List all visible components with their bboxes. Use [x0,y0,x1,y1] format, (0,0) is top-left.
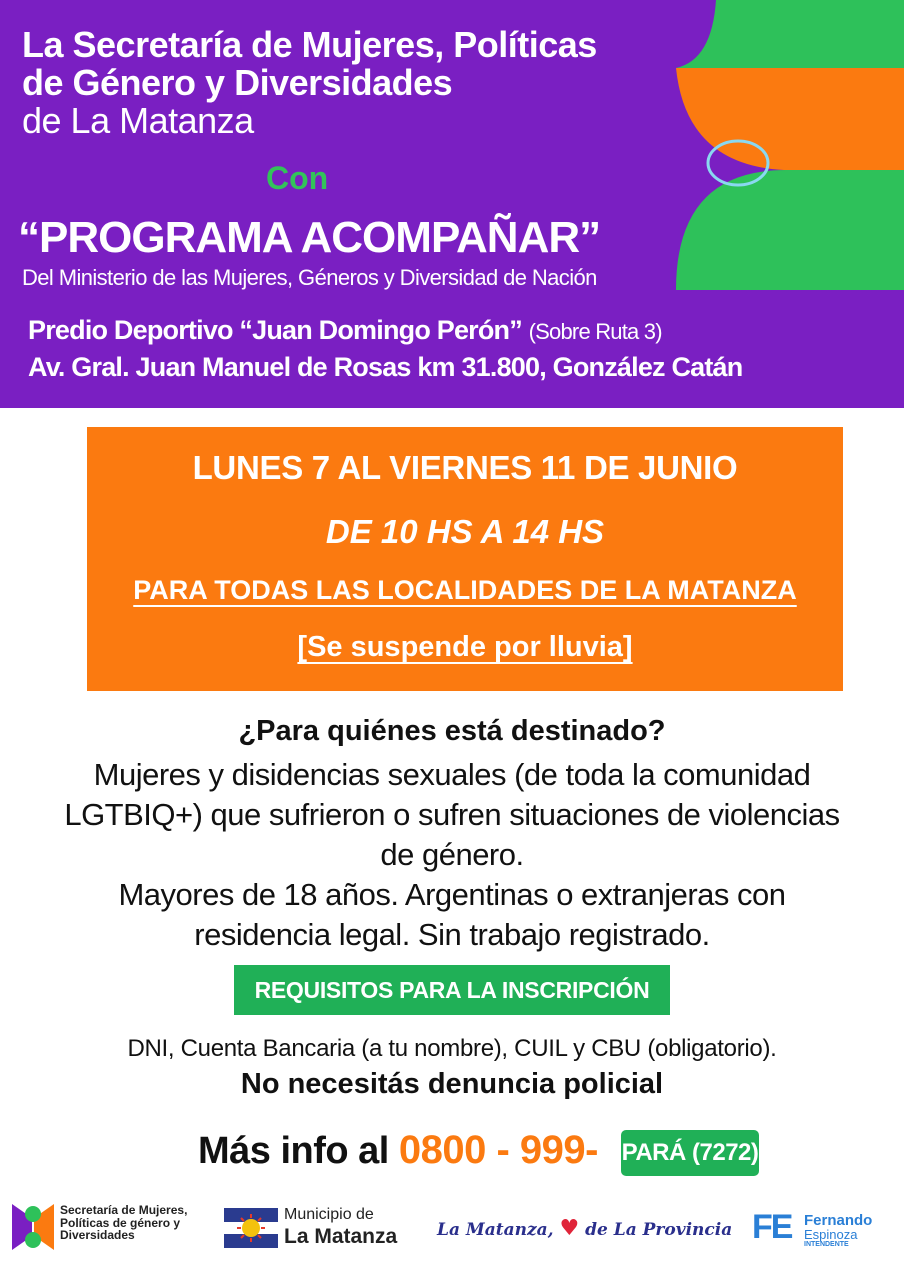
municipio-sun-icon [224,1208,278,1248]
decorative-shapes [676,0,904,290]
no-report-note: No necesitás denuncia policial [240,1068,664,1100]
secretaria-logo-text [60,1204,187,1242]
program-title: “PROGRAMA ACOMPAÑAR” [18,213,601,262]
venue-name: Predio Deportivo “Juan Domingo Perón” [28,315,522,345]
slogan-right: de La Provincia [585,1220,733,1240]
eligibility-line-1: Mujeres y disidencias sexuales (de toda la comunidad [93,757,811,792]
venue-note: (Sobre Ruta 3) [528,319,662,344]
schedule-scope-text: PARA TODAS LAS LOCALIDADES DE LA MATANZA [133,575,797,605]
intendente-first-name: Fernando [804,1212,873,1229]
heart-icon: ♥ [559,1215,580,1241]
municipio-logo-line-1: Municipio de [284,1206,374,1223]
eligibility-description [30,755,874,955]
header-title [22,26,597,140]
secretaria-logo-line-2: Políticas de género y [60,1215,181,1230]
contact-number[interactable]: 0800 - 999- [398,1128,598,1172]
header-banner [0,0,904,408]
schedule-box [87,427,843,691]
contact-line [198,1128,598,1173]
schedule-scope [87,575,843,606]
contact-badge[interactable]: PARÁ (7272) [621,1130,759,1176]
eligibility-question: ¿Para quiénes está destinado? [238,715,666,747]
rain-note [87,631,843,664]
requirements-docs: DNI, Cuenta Bancaria (a tu nombre), CUIL y CBU (obligatorio). [127,1035,777,1062]
secretaria-logo-line-1: Secretaría de Mujeres, [60,1203,188,1217]
address-line: Av. Gral. Juan Manuel de Rosas km 31.800, González Catán [28,352,743,382]
eligibility-line-5: residencia legal. Sin trabajo registrado. [194,917,710,952]
intendente-logo-mark: FE [752,1208,792,1246]
venue-line [28,315,662,346]
slogan-left: La Matanza, [437,1220,554,1240]
provincia-slogan [437,1215,732,1241]
municipio-logo [224,1206,398,1253]
title-line-3: de La Matanza [22,100,254,141]
secretaria-logo-icon [12,1204,54,1250]
title-line-1: La Secretaría de Mujeres, Políticas [22,24,597,65]
secretaria-logo [12,1203,188,1255]
eligibility-line-2: LGTBIQ+) que sufrieron o sufren situaciones de violencias [64,797,840,832]
title-line-2: de Género y Diversidades [22,62,453,103]
schedule-hours: DE 10 HS A 14 HS [325,513,605,550]
requirements-heading: REQUISITOS PARA LA INSCRIPCIÓN [234,965,670,1015]
rain-note-text: [Se suspende por lluvia] [297,631,633,663]
ministry-subtitle: Del Ministerio de las Mujeres, Géneros y Diversidad de Nación [22,265,597,290]
schedule-dates: LUNES 7 AL VIERNES 11 DE JUNIO [192,449,738,486]
secretaria-logo-line-3: Diversidades [60,1228,135,1242]
municipio-logo-line-2: La Matanza [284,1225,398,1248]
con-label: Con [266,160,329,196]
eligibility-line-3: de género. [380,837,524,872]
contact-label: Más info al [198,1130,389,1172]
intendente-last-name: Espinoza [804,1227,858,1242]
eligibility-line-4: Mayores de 18 años. Argentinas o extranjeras con [118,877,786,912]
intendente-title: INTENDENTE [804,1241,849,1248]
